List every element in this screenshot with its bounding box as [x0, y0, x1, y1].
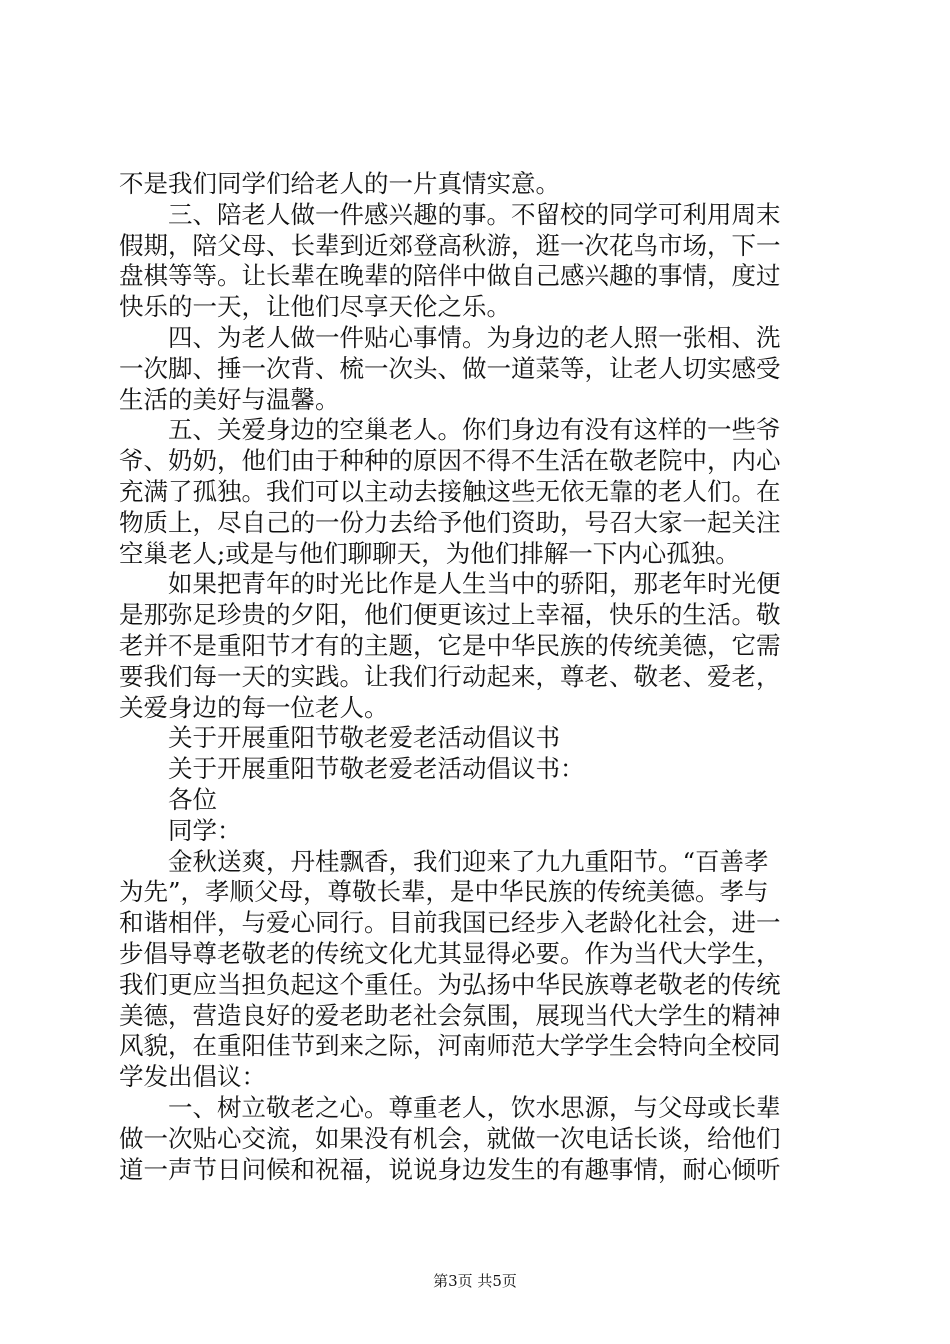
- text-line: 充满了孤独。我们可以主动去接触这些无依无靠的老人们。在: [119, 476, 781, 506]
- text-line: 五、关爱身边的空巢老人。你们身边有没有这样的一些爷: [119, 415, 781, 445]
- text-line: 关于开展重阳节敬老爱老活动倡议书: [119, 723, 560, 753]
- text-line: 快乐的一天，让他们尽享天伦之乐。: [119, 292, 511, 322]
- text-line: 风貌，在重阳佳节到来之际，河南师范大学学生会特向全校同: [119, 1031, 781, 1061]
- text-line: 爷、奶奶，他们由于种种的原因不得不生活在敬老院中，内心: [119, 446, 781, 476]
- text-line: 老并不是重阳节才有的主题，它是中华民族的传统美德，它需: [119, 630, 781, 660]
- text-line: 我们更应当担负起这个重任。为弘扬中华民族尊老敬老的传统: [119, 969, 781, 999]
- text-line: 各位: [119, 784, 217, 814]
- text-line: 生活的美好与温馨。: [119, 384, 340, 414]
- text-line: 空巢老人;或是与他们聊聊天，为他们排解一下内心孤独。: [119, 538, 740, 568]
- page-footer: 第3页 共5页: [433, 1272, 517, 1290]
- text-line: 物质上，尽自己的一份力去给予他们资助，号召大家一起关注: [119, 507, 781, 537]
- text-line: 不是我们同学们给老人的一片真情实意。: [119, 169, 560, 198]
- text-line: 一次脚、捶一次背、梳一次头、做一道菜等，让老人切实感受: [119, 353, 781, 383]
- text-line: 金秋送爽，丹桂飘香，我们迎来了九九重阳节。“百善孝: [119, 846, 769, 876]
- text-line: 学发出倡议：: [119, 1062, 266, 1092]
- text-line: 和谐相伴，与爱心同行。目前我国已经步入老龄化社会，进一: [119, 908, 781, 938]
- text-line: 四、为老人做一件贴心事情。为身边的老人照一张相、洗: [119, 322, 781, 352]
- text-line: 三、陪老人做一件感兴趣的事。不留校的同学可利用周末: [119, 199, 781, 229]
- text-line: 如果把青年的时光比作是人生当中的骄阳，那老年时光便: [119, 569, 781, 599]
- text-line: 关爱身边的每一位老人。: [119, 692, 389, 722]
- text-line: 道一声节日问候和祝福，说说身边发生的有趣事情，耐心倾听: [119, 1154, 781, 1184]
- text-line: 假期，陪父母、长辈到近郊登高秋游，逛一次花鸟市场，下一: [119, 230, 781, 260]
- text-line: 做一次贴心交流，如果没有机会，就做一次电话长谈，给他们: [119, 1123, 781, 1153]
- text-line: 要我们每一天的实践。让我们行动起来，尊老、敬老、爱老，: [119, 661, 781, 691]
- text-line: 同学：: [119, 815, 242, 845]
- document-body: [119, 169, 841, 1185]
- text-line: 是那弥足珍贵的夕阳，他们便更该过上幸福，快乐的生活。敬: [119, 600, 781, 630]
- text-line: 关于开展重阳节敬老爱老活动倡议书：: [119, 754, 585, 784]
- text-line: 一、树立敬老之心。尊重老人，饮水思源，与父母或长辈: [119, 1092, 781, 1122]
- text-line: 步倡导尊老敬老的传统文化尤其显得必要。作为当代大学生，: [119, 938, 781, 968]
- text-line: 为先”，孝顺父母，尊敬长辈，是中华民族的传统美德。孝与: [119, 877, 769, 907]
- text-line: 美德，营造良好的爱老助老社会氛围，展现当代大学生的精神: [119, 1000, 781, 1030]
- text-line: 盘棋等等。让长辈在晚辈的陪伴中做自己感兴趣的事情，度过: [119, 261, 781, 291]
